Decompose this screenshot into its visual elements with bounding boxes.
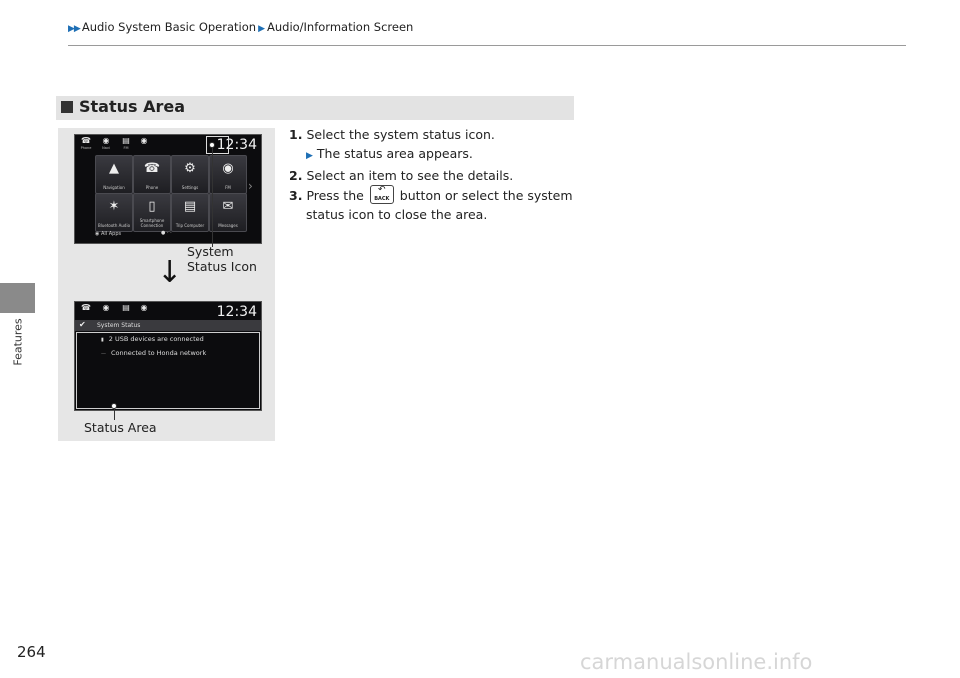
status-panel-title: System Status <box>97 322 141 329</box>
status-label-phone: Phone <box>80 146 92 150</box>
step-1-result <box>289 144 589 166</box>
navi-icon: ◉ <box>102 136 110 145</box>
fm-icon: ▤ <box>122 136 130 145</box>
page-number: 264 <box>17 643 46 661</box>
tile-label: Messages <box>218 222 238 228</box>
settings-icon: ⚙ <box>184 161 196 176</box>
info-icon: ◉ <box>140 303 148 312</box>
trip-computer-icon: ▤ <box>183 199 197 214</box>
clock: 12:34 <box>216 137 257 153</box>
status-panel-header <box>75 320 261 331</box>
callout-dot <box>209 142 215 148</box>
tile-navigation <box>95 155 133 194</box>
phone-icon: ☎ <box>81 303 91 312</box>
tile-phone <box>133 155 171 194</box>
section-square-icon <box>61 101 73 113</box>
system-status-icon-label <box>187 244 257 274</box>
home-screen-image <box>74 134 262 244</box>
fm-icon: ▤ <box>122 303 130 312</box>
fm-icon: ◉ <box>222 161 234 176</box>
all-apps-button: ◉ All Apps <box>95 231 122 237</box>
step-text: Select the system status icon. <box>306 127 495 142</box>
tile-label: FM <box>225 184 231 190</box>
tile-label: Bluetooth Audio <box>97 222 131 228</box>
step-number: 2. <box>289 168 303 183</box>
status-row-text: 2 USB devices are connected <box>108 335 204 343</box>
back-button-icon <box>370 185 394 204</box>
tile-label: Navigation <box>103 184 125 190</box>
status-label-navi: Navi <box>102 146 110 150</box>
side-tab-marker <box>0 283 35 313</box>
phone-icon: ☎ <box>81 136 91 145</box>
side-tab-label: Features <box>11 318 25 366</box>
step-text: button or select the system <box>399 188 573 203</box>
result-arrow-icon: ▶ <box>306 151 313 161</box>
status-row-text: Connected to Honda network <box>111 349 207 357</box>
header-divider <box>68 45 906 46</box>
step-1 <box>289 125 589 144</box>
step-number: 1. <box>289 127 303 142</box>
breadcrumb-item-audio-info-screen[interactable]: Audio/Information Screen <box>266 20 414 34</box>
tile-messages <box>209 193 247 232</box>
step-text: Select an item to see the details. <box>306 168 514 183</box>
tile-fm <box>209 155 247 194</box>
page-dots-icon: ● · · <box>161 230 172 236</box>
back-label: BACK <box>374 196 390 202</box>
step-text: Press the <box>306 188 364 203</box>
label-line-1: System <box>187 244 234 259</box>
tile-bluetooth-audio <box>95 193 133 232</box>
tile-settings <box>171 155 209 194</box>
tile-label: Phone <box>145 184 159 190</box>
network-icon: — <box>101 351 106 357</box>
watermark: carmanualsonline.info <box>580 650 813 674</box>
tile-label: Smartphone Connection <box>139 218 165 228</box>
label-line-2: Status Icon <box>187 259 257 274</box>
navi-icon: ◉ <box>102 303 110 312</box>
chevron-right-icon: › <box>248 179 253 193</box>
bluetooth-icon: ✶ <box>108 199 120 214</box>
info-icon: ◉ <box>140 136 148 145</box>
all-apps-label: All Apps <box>100 231 122 237</box>
arrow-down-icon: ↓ <box>157 255 183 290</box>
back-arrow-icon: ↶ <box>378 185 386 195</box>
tile-smartphone-connection <box>133 193 171 232</box>
status-area-highlight <box>76 332 260 409</box>
breadcrumb-arrows-icon: ▶▶ <box>68 24 80 34</box>
step-3-continued <box>289 205 589 224</box>
step-text: status icon to close the area. <box>306 207 488 222</box>
breadcrumb <box>68 20 413 34</box>
phone-icon: ☎ <box>143 161 161 176</box>
instruction-steps <box>289 125 589 224</box>
smartphone-icon: ▯ <box>148 199 156 214</box>
breadcrumb-item-audio-system[interactable]: Audio System Basic Operation <box>81 20 257 34</box>
messages-icon: ✉ <box>222 199 234 214</box>
breadcrumb-separator-icon: ▶ <box>258 24 265 34</box>
clock: 12:34 <box>216 304 257 320</box>
step-number: 3. <box>289 188 303 203</box>
status-label-fm: FM <box>123 146 129 150</box>
section-title: Status Area <box>79 97 186 116</box>
step-2 <box>289 166 589 185</box>
tile-label: Trip Computer <box>175 222 205 228</box>
navigation-icon: ▲ <box>109 161 119 176</box>
step-3 <box>289 185 589 205</box>
tile-trip-computer <box>171 193 209 232</box>
check-icon: ✔ <box>79 320 86 329</box>
tile-label: Settings <box>181 184 199 190</box>
callout-dot <box>111 403 117 409</box>
status-area-label: Status Area <box>84 420 157 435</box>
callout-line <box>212 144 213 247</box>
step-result-text: The status area appears. <box>316 146 473 161</box>
usb-icon: ▮ <box>101 337 104 343</box>
